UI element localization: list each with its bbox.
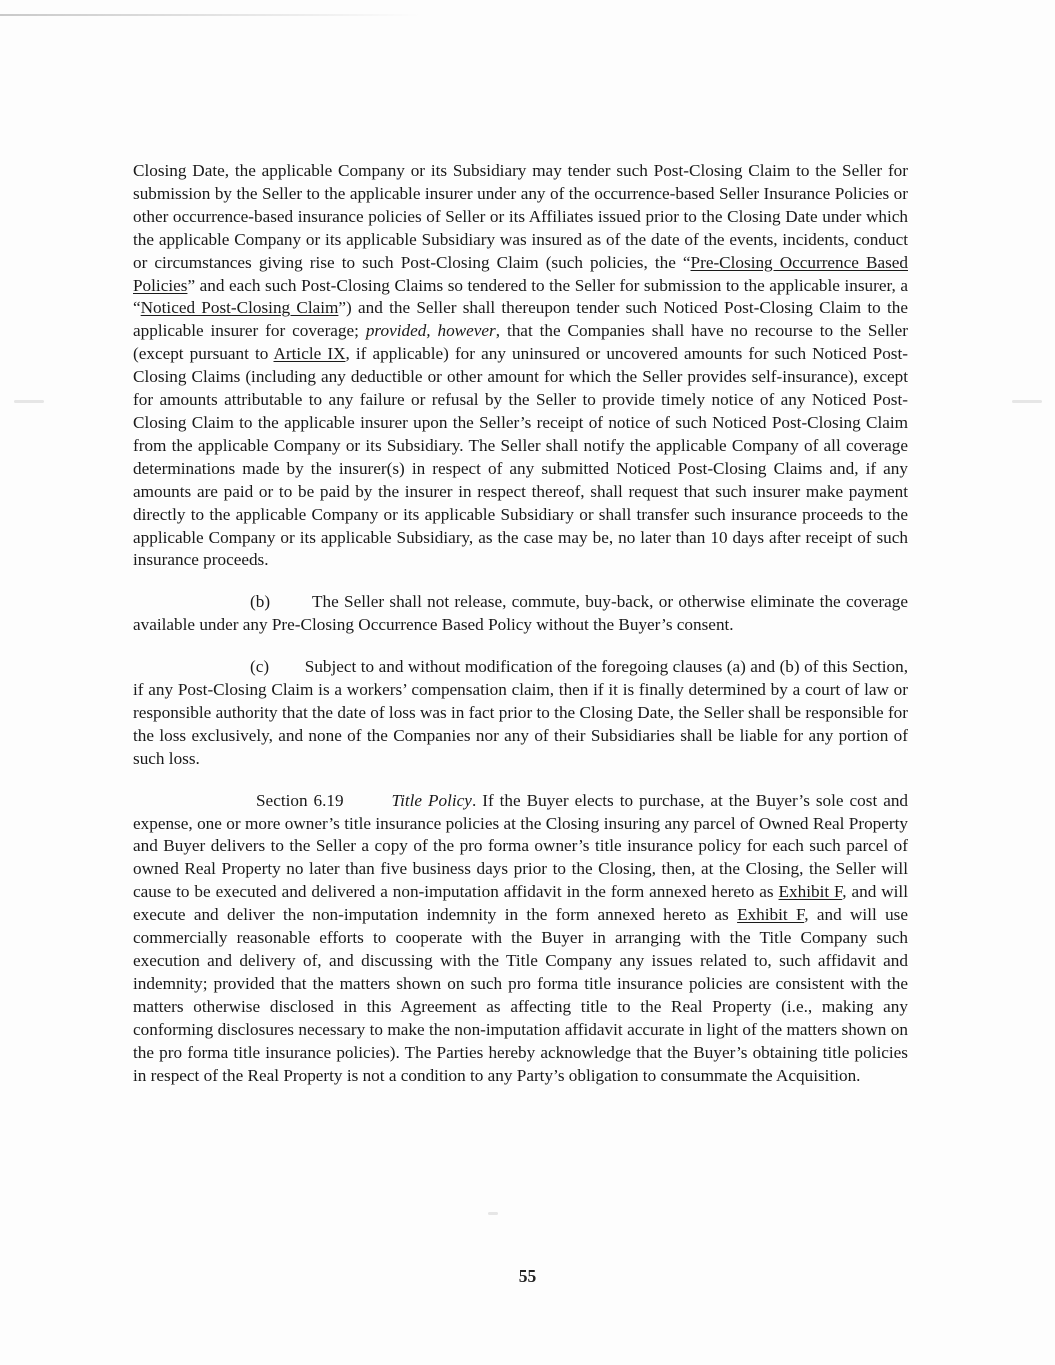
paragraph-clause-b (133, 591, 908, 637)
scan-margin-mark (14, 400, 44, 403)
section-title: Title Policy (391, 790, 472, 810)
document-body (133, 160, 908, 1087)
exhibit-f-reference: Exhibit F (737, 905, 805, 925)
text-run: , and will execute and deliver the non-imputation indemnity in the form annexed hereto as (133, 882, 908, 925)
clause-c-text: Subject to and without modification of the foregoing clauses (a) and (b) of this Section, if any Post-Closing Claim is a workers’ compensation claim, then if it is finally determined by a court of law or responsible authority that the date of loss was in fact prior to the Closing Date, the Seller shall be responsible for the loss exclusively, and none of the Companies nor any of their Subsidiaries shall be liable for any portion of such loss. (133, 657, 908, 768)
text-run: ”) and the Seller shall thereupon tender such Noticed Post-Closing Claim to the applicable insurer for coverage; (133, 298, 908, 341)
defined-term-pre-closing-policies: Pre-Closing Occurrence Based Policies (133, 252, 908, 295)
clause-label-c: (c) (250, 657, 270, 677)
text-run: ” and each such Post-Closing Claims so tendered to the Seller for submission to the applicable insurer, a “ (133, 275, 908, 318)
proviso-phrase: provided, however (365, 321, 496, 341)
defined-term-noticed-claim: Noticed Post-Closing Claim (140, 298, 339, 318)
scan-top-rule (0, 14, 420, 16)
paragraph-clause-c (133, 656, 908, 771)
text-run: , and will use commercially reasonable efforts to cooperate with the Buyer in arranging with the Title Company such execution and delivery of, and discussing with the Title Company any issues related to, such affidavit and indemnity; provided that the matters shown on such pro forma title insurance policies are consistent with the matters otherwise disclosed in this Agreement as affecting title to the Real Property (i.e., making any conforming disclosures necessary to make the non-imputation affidavit accurate in light of the matters shown on the pro forma title insurance policies). The Parties hereby acknowledge that the Buyer’s obtaining title policies in respect of the Real Property is not a condition to any Party’s obligation to consummate the Acquisition. (133, 905, 909, 1085)
text-run: , that the Companies shall have no recourse to the Seller (except pursuant to (133, 321, 909, 364)
page-number: 55 (518, 1266, 537, 1286)
paragraph-continued-clause-a (133, 160, 908, 572)
clause-label-b: (b) (250, 592, 271, 612)
clause-b-text: The Seller shall not release, commute, buy-back, or otherwise eliminate the coverage available under any Pre-Closing Occurrence Based Policy without the Buyer’s consent. (133, 592, 908, 635)
text-run: Closing Date, the applicable Company or its Subsidiary may tender such Post-Closing Claim to the Seller for submission by the Seller to the applicable insurer under any of the occurrence-based Seller Insurance Policies or other occurrence-based insurance policies of Seller or its Affiliates issued prior to the Closing Date under which the applicable Company or its applicable Subsidiary was insured as of the date of the events, incidents, conduct or circumstances giving rise to such Post-Closing Claim (such policies, the “ (133, 161, 908, 272)
text-run: . If the Buyer elects to purchase, at the Buyer’s sole cost and expense, one or more owner’s title insurance policies at the Closing insuring any parcel of Owned Real Property and Buyer delivers to the Seller a copy of the pro forma owner’s title insurance policy for each such parcel of owned Real Property no later than five business days prior to the Closing, then, at the Closing, the Seller will cause to be executed and delivered a non-imputation affidavit in the form annexed hereto as (133, 790, 909, 902)
article-ix-reference: Article IX (273, 344, 346, 364)
section-6-19-paragraph (133, 790, 908, 1088)
text-run: , if applicable) for any uninsured or uncovered amounts for such Noticed Post-Closing Claims (including any deductible or other amount for which the Seller provides self-insurance), except for amounts attributable to any failure or refusal by the Seller to provide timely notice of any Noticed Post-Closing Claim to the applicable insurer upon the Seller’s receipt of notice of such Noticed Post-Closing Claim from the applicable Company or its Subsidiary. The Seller shall notify the applicable Company of all coverage determinations made by the insurer(s) in respect of any submitted Noticed Post-Closing Claims and, if any amounts are paid or to be paid by the insurer in respect thereof, shall request that such insurer make payment directly to the applicable Company or its applicable Subsidiary or shall transfer such insurance proceeds to the applicable Company or its applicable Subsidiary, as the case may be, no later than 10 days after receipt of such insurance proceeds. (133, 344, 908, 570)
exhibit-f-reference: Exhibit F (778, 882, 843, 902)
scan-margin-mark (488, 1212, 498, 1215)
scan-margin-mark (1012, 400, 1042, 403)
section-number: Section 6.19 (256, 790, 344, 810)
